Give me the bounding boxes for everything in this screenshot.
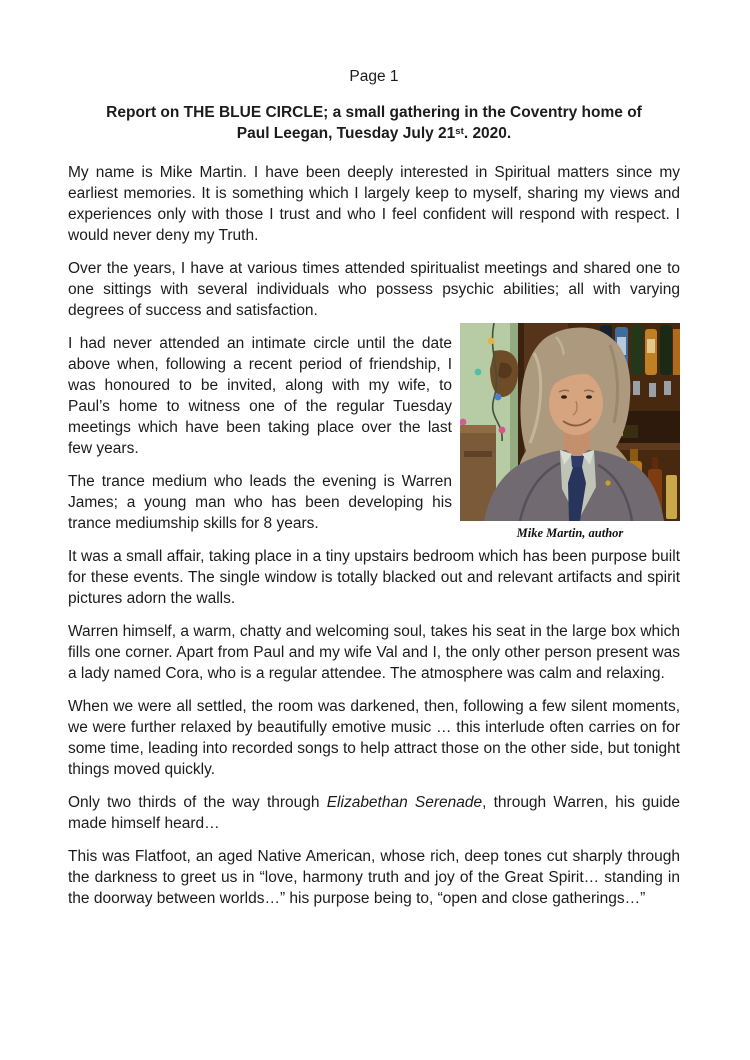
paragraph-trance-medium: The trance medium who leads the evening is Warren James; a young man who has been developing his trance mediumship skills for 8 years. xyxy=(68,473,452,532)
paragraph-elizabethan-serenade xyxy=(68,792,680,834)
title-line-2 xyxy=(68,123,680,146)
paragraph-8-pre: Only two thirds of the way through xyxy=(68,794,327,811)
author-photo xyxy=(460,323,680,521)
paragraph-room-darkened: When we were all settled, the room was darkened, then, following a few silent moments, we were further relaxed by beautifully emotive music … this interlude often carries on for some time, leading into recorded songs to help attract those on the other side, but tonight things moved quickly. xyxy=(68,698,680,778)
title-line-2-text: Paul Leegan, Tuesday July 21 xyxy=(236,125,456,142)
ordinal-superscript: st xyxy=(455,125,464,137)
page-number: Page 1 xyxy=(349,68,399,85)
paragraph-intro: My name is Mike Martin. I have been deeply interested in Spiritual matters since my earliest memories. It is something which I largely keep to myself, sharing my views and experiences only with those I trust and who I feel confident will respond with respect. I would never deny my Truth. xyxy=(68,164,680,244)
author-photo-figure xyxy=(460,323,680,541)
paragraph-warren-himself: Warren himself, a warm, chatty and welcoming soul, takes his seat in the large box which fills one corner. Apart from Paul and my wife Val and I, the only other person present was a lady named Cora, who is a regular attendee. The atmosphere was calm and relaxing. xyxy=(68,623,680,682)
document-title xyxy=(68,102,680,146)
paragraph-over-the-years: Over the years, I have at various times attended spiritualist meetings and shared one to one sittings with several individuals who possess psychic abilities; all with varying degrees of success and satisfaction. xyxy=(68,260,680,319)
title-line-2-tail: . 2020. xyxy=(463,125,512,142)
photo-caption: Mike Martin, author xyxy=(516,526,624,540)
paragraph-flatfoot: This was Flatfoot, an aged Native American, whose rich, deep tones cut sharply through the darkness to greet us in “love, harmony truth and joy of the Great Spirit… standing in the doorway between worlds…” his purpose being to, “open and close gatherings…” xyxy=(68,848,680,907)
paragraph-small-affair: It was a small affair, taking place in a tiny upstairs bedroom which has been purpose built for these events. The single window is totally blacked out and relevant artifacts and spirit pictures adorn the walls. xyxy=(68,548,680,607)
song-title: Elizabethan Serenade xyxy=(326,794,483,811)
title-line-1: Report on THE BLUE CIRCLE; a small gathering in the Coventry home of xyxy=(106,104,642,121)
paragraph-intimate-circle: I had never attended an intimate circle until the date above when, following a recent period of friendship, I was honoured to be invited, along with my wife, to Paul’s home to witness one of the regular Tuesday meetings which have been taking place over the last few years. xyxy=(68,335,452,457)
paragraph-8-post: , through Warren, his guide made himself heard… xyxy=(68,794,680,832)
